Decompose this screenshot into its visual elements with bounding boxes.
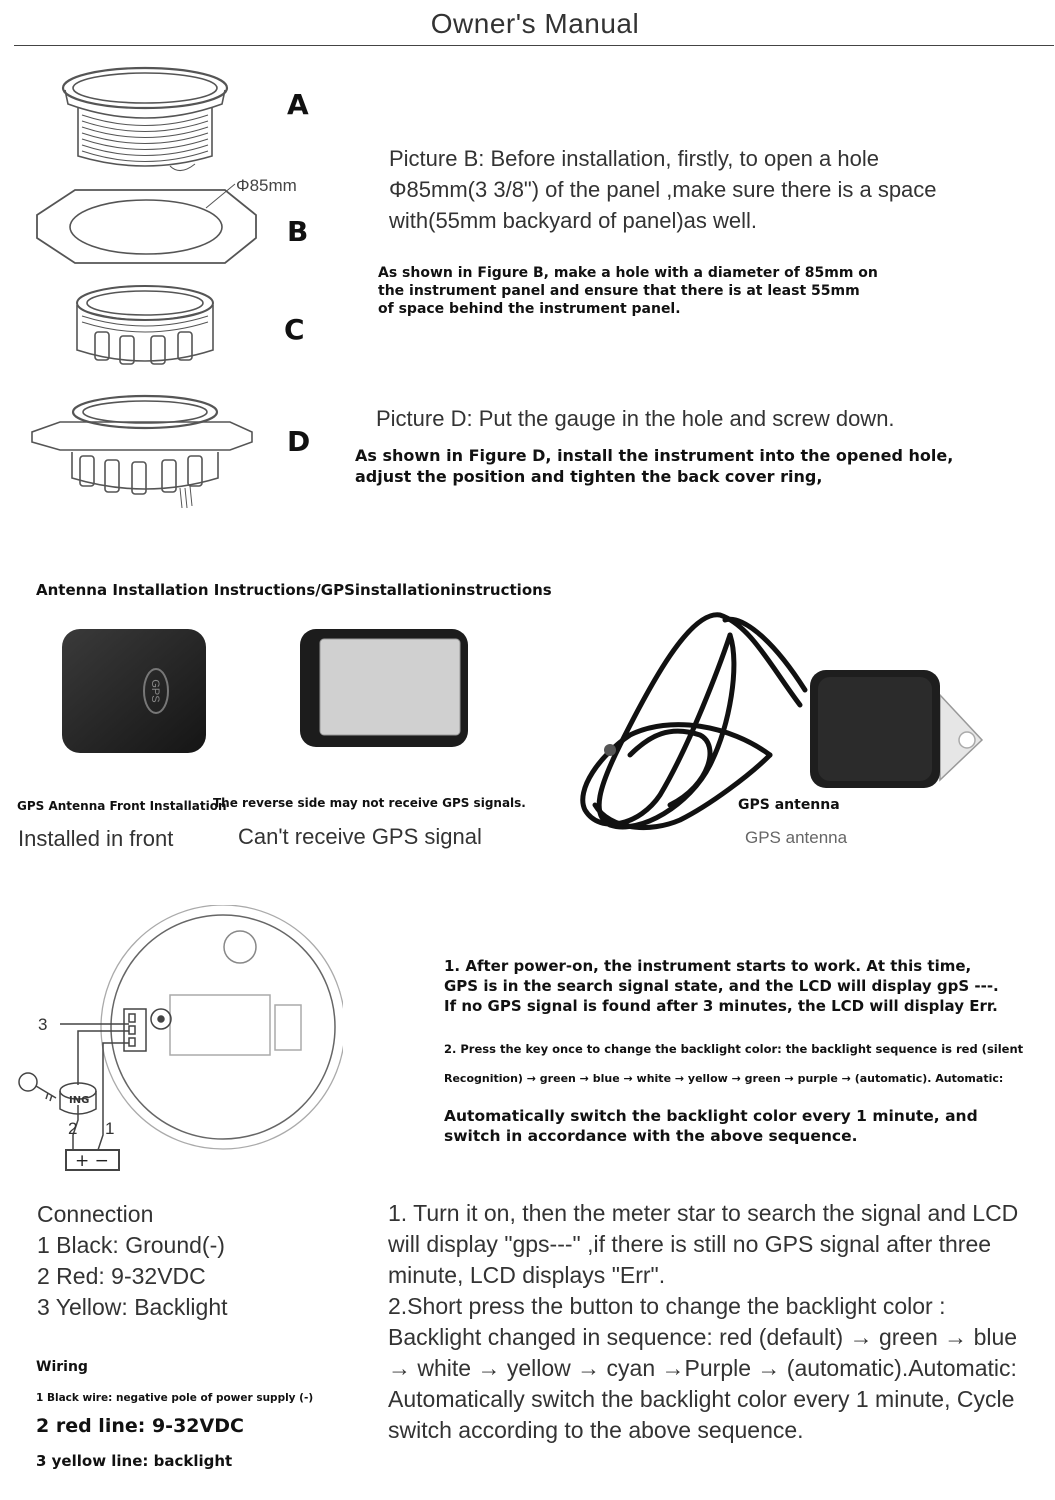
wiring-diagram xyxy=(8,905,343,1180)
panel-gasket-b xyxy=(37,184,256,263)
assembled-gauge-d xyxy=(32,396,252,508)
connection-item-yellow: 3 Yellow: Backlight xyxy=(37,1294,228,1320)
figure-label-c: C xyxy=(284,313,305,346)
front-install-caption-translation: GPS Antenna Front Installation xyxy=(17,799,227,813)
ignition-label: ING xyxy=(69,1095,90,1106)
figure-label-a: A xyxy=(287,88,309,121)
connection-item-black: 1 Black: Ground(-) xyxy=(37,1232,225,1258)
instruction-backlight: 2.Short press the button to change the backlight color : Backlight changed in sequence: red (default) → green → blue → white → yellow → cyan →Purple → (automatic).Automatic: Automatically switch the backlight color every 1 minute, Cycle switch according to the above sequence. xyxy=(388,1293,1018,1443)
wiring-line-black: 1 Black wire: negative pole of power supply (-) xyxy=(36,1392,314,1404)
back-ring-c xyxy=(77,286,213,364)
note-backlight-translation-1: 2. Press the key once to change the backlight color: the backlight sequence is red (silent xyxy=(444,1042,1024,1056)
wire-1-label: 1 xyxy=(105,1119,115,1138)
picture-d-english: Picture D: Put the gauge in the hole and screw down. xyxy=(376,406,895,431)
connection-title: Connection xyxy=(37,1201,154,1227)
gps-badge-text: GPS xyxy=(149,679,161,703)
gps-antenna-front-photo xyxy=(60,627,210,757)
connection-item-red: 2 Red: 9-32VDC xyxy=(37,1263,206,1289)
wiring-line-red: 2 red line: 9-32VDC xyxy=(36,1415,244,1437)
picture-d-translation: As shown in Figure D, install the instrument into the opened hole, adjust the position and tighten the back cover ring, xyxy=(355,446,954,486)
page-title: Owner's Manual xyxy=(430,8,640,39)
reverse-caption: Can't receive GPS signal xyxy=(238,824,482,849)
front-install-caption: Installed in front xyxy=(18,826,174,851)
note-power-on-translation: 1. After power-on, the instrument starts to work. At this time, GPS is in the search signal state, and the LCD will display gpS ---. If no GPS signal is found after 3 minutes, the LCD will display Err. xyxy=(444,957,999,1015)
figure-label-b: B xyxy=(287,215,309,248)
gauge-body-a xyxy=(63,68,227,171)
antenna-section-heading: Antenna Installation Instructions/GPSinstallationinstructions xyxy=(36,581,552,599)
gps-antenna-reverse-photo xyxy=(298,627,470,749)
exploded-gauge-illustration xyxy=(20,60,320,510)
title-divider xyxy=(14,45,1054,46)
wiring-title: Wiring xyxy=(36,1359,88,1375)
wire-3-label: 3 xyxy=(38,1015,48,1034)
wiring-line-yellow: 3 yellow line: backlight xyxy=(36,1452,233,1470)
picture-b-english: Picture B: Before installation, firstly, to open a hole Φ85mm(3 3/8") of the panel ,make sure there is a space with(55mm backyard of panel)as well. xyxy=(389,146,937,233)
wire-2-label: 2 xyxy=(68,1119,78,1138)
hole-diameter-label: Φ85mm xyxy=(236,176,297,195)
picture-b-translation: As shown in Figure B, make a hole with a diameter of 85mm on the instrument panel and ensure that there is at least 55mm of space behind the instrument panel. xyxy=(378,265,878,317)
instruction-power-on: 1. Turn it on, then the meter star to search the signal and LCD will display "gps---" ,if there is still no GPS signal after three minute, LCD displays "Err". xyxy=(388,1200,1019,1288)
gps-antenna-caption: GPS antenna xyxy=(745,828,848,847)
figure-label-d: D xyxy=(287,425,311,458)
battery-terminals: + − xyxy=(75,1151,109,1171)
reverse-caption-translation: The reverse side may not receive GPS signals. xyxy=(213,796,526,810)
note-auto-switch-translation: Automatically switch the backlight color every 1 minute, and switch in accordance with the above sequence. xyxy=(444,1107,978,1145)
note-backlight-translation-2: Recognition) → green → blue → white → yellow → green → purple → (automatic). Automatic: xyxy=(444,1072,1004,1085)
gps-antenna-caption-translation: GPS antenna xyxy=(738,797,840,813)
